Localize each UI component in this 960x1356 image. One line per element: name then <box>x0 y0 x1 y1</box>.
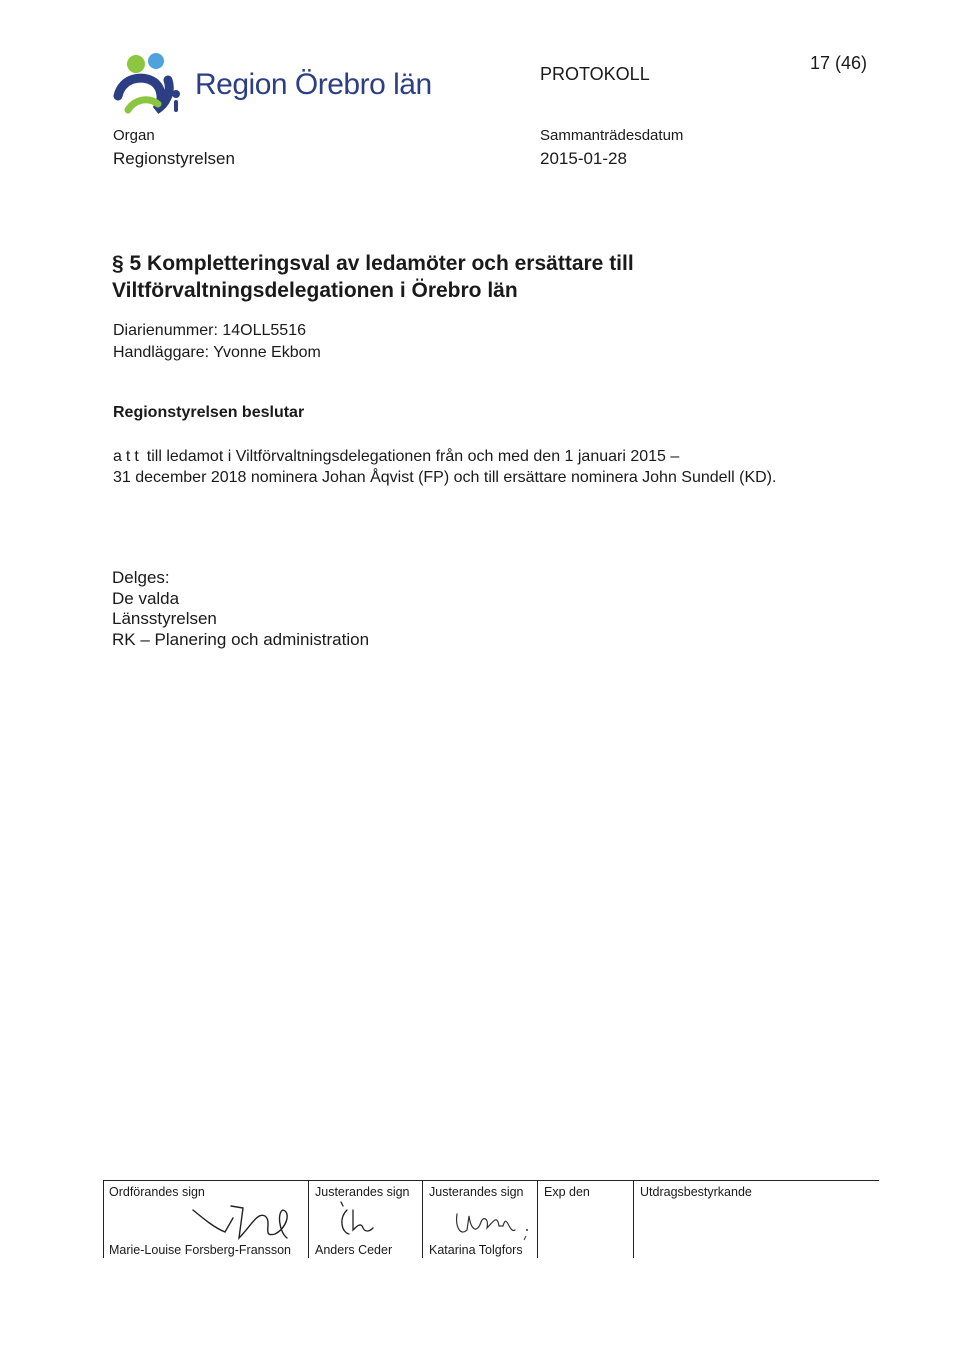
section-title <box>112 250 634 304</box>
meeting-date-label: Sammanträdesdatum <box>540 127 684 144</box>
organ-value: Regionstyrelsen <box>113 149 235 168</box>
page-number: 17 (46) <box>810 53 868 73</box>
distribution-item: De valda <box>112 588 180 608</box>
handwritten-signature-adjuster-1 <box>335 1200 379 1240</box>
header-utdragsbestyrkande: Utdragsbestyrkande <box>640 1185 752 1199</box>
header-justerandes-sign-2: Justerandes sign <box>429 1185 524 1199</box>
header-exp-den: Exp den <box>544 1185 590 1199</box>
signer-name-adjuster-1: Anders Ceder <box>315 1243 393 1257</box>
organisation-name: Region Örebro län <box>195 68 432 101</box>
decision-text <box>113 446 776 488</box>
signer-name-chair: Marie-Louise Forsberg-Fransson <box>109 1243 292 1257</box>
meeting-date-value: 2015-01-28 <box>540 149 627 168</box>
handlaggare: Handläggare: Yvonne Ekbom <box>113 344 321 361</box>
decision-line-2: 31 december 2018 nominera Johan Åqvist (FP) och till ersättare nominera John Sundell (KD). <box>113 469 777 486</box>
distribution-label: Delges: <box>112 568 170 587</box>
distribution-list <box>112 568 369 650</box>
column-divider <box>103 1180 104 1258</box>
organ-label: Organ <box>113 127 155 144</box>
signer-name-adjuster-2: Katarina Tolgfors <box>429 1243 523 1257</box>
handwritten-signature-chair <box>191 1198 301 1246</box>
column-divider <box>422 1180 423 1258</box>
decision-att: att <box>113 448 143 465</box>
signature-table <box>103 1180 879 1258</box>
handwritten-signature-adjuster-2 <box>453 1208 543 1242</box>
header-ordforandes-sign: Ordförandes sign <box>109 1185 205 1199</box>
document-type: PROTOKOLL <box>540 64 650 84</box>
distribution-item: Länsstyrelsen <box>112 609 217 628</box>
decision-heading: Regionstyrelsen beslutar <box>113 404 305 421</box>
diarienummer: Diarienummer: 14OLL5516 <box>113 322 306 339</box>
column-divider <box>308 1180 309 1258</box>
section-title-line-1: § 5 Kompletteringsval av ledamöter och ersättare till <box>112 252 634 275</box>
distribution-item: RK – Planering och administration <box>112 629 370 649</box>
signature-table-top-border <box>103 1180 879 1181</box>
decision-line-1: till ledamot i Viltförvaltningsdelegationen från och med den 1 januari 2015 – <box>146 448 680 465</box>
section-title-line-2: Viltförvaltningsdelegationen i Örebro län <box>112 279 518 302</box>
header-justerandes-sign-1: Justerandes sign <box>315 1185 410 1199</box>
column-divider <box>633 1180 634 1258</box>
region-orebro-logo <box>112 52 192 120</box>
